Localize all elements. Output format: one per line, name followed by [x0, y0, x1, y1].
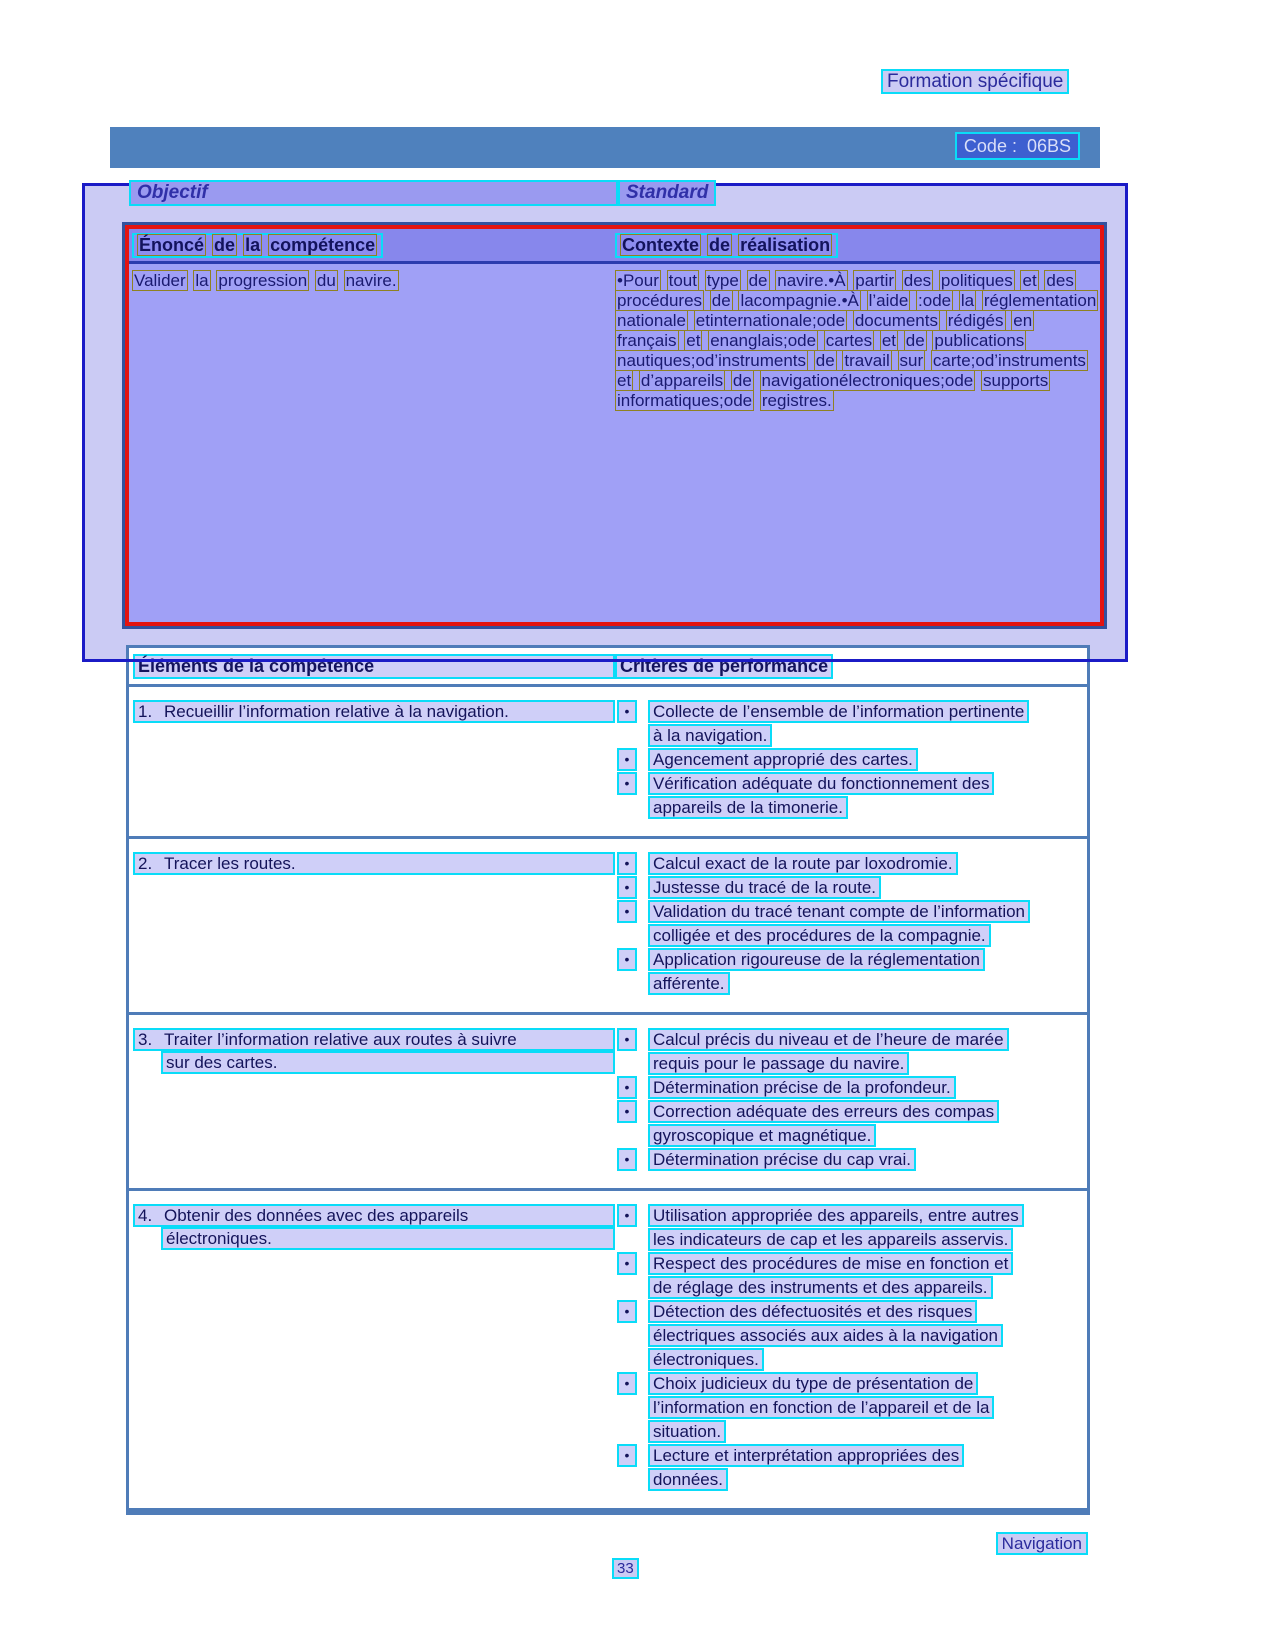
word-box: des: [1046, 271, 1074, 290]
bullet-marker: •: [617, 1444, 637, 1467]
word-box: la: [195, 271, 209, 290]
bullet-marker: •: [617, 1252, 637, 1275]
row-number: 4.: [138, 1206, 153, 1225]
criteres-cell: [615, 1204, 1083, 1492]
text-line-highlight: Collecte de l’ensemble de l’information pertinente: [648, 700, 1029, 723]
word-box: nautiques;od’instruments: [617, 351, 807, 370]
text-line-highlight: Calcul précis du niveau et de l’heure de marée: [648, 1028, 1009, 1051]
word-box: sur: [899, 351, 924, 370]
element-cell: [133, 1204, 615, 1492]
word-box: Énoncé: [139, 235, 205, 255]
row-number: 2.: [138, 854, 153, 873]
table1-header-cell-left: [132, 233, 615, 258]
word-box: d’appareils: [640, 371, 724, 390]
word-box: progression: [218, 271, 308, 290]
word-box: documents: [854, 311, 938, 330]
bullet-line: [615, 724, 1083, 747]
word-box: cartes: [825, 331, 873, 350]
text-line-highlight: [133, 852, 615, 875]
word-box: l’aide: [868, 291, 909, 310]
competence-context-table: [122, 222, 1107, 629]
line-text: Obtenir des données avec des appareils: [164, 1206, 469, 1225]
bullet-line: [615, 1300, 1083, 1323]
table-row: [129, 687, 1087, 839]
bullet-line: [615, 852, 1083, 875]
bullet-marker: •: [617, 1372, 637, 1395]
bullet-line: [615, 748, 1083, 771]
code-badge: Code : 06BS: [955, 132, 1080, 160]
table-row: [129, 1015, 1087, 1191]
word-box: etinternationale;ode: [695, 311, 846, 330]
element-cell: [133, 852, 615, 996]
objectif-heading: Objectif: [129, 180, 618, 206]
word-box: et: [881, 331, 897, 350]
bullet-marker: •: [617, 1028, 637, 1051]
text-line-highlight: [133, 700, 615, 723]
word-box: la: [245, 235, 261, 255]
word-box: informatiques;ode: [617, 391, 753, 410]
word-box: de: [815, 351, 835, 370]
text-line-highlight: Lecture et interprétation appropriées des: [648, 1444, 964, 1467]
table1-cell-enonce: [129, 271, 615, 411]
word-box: partir: [855, 271, 895, 290]
bullet-line: [615, 1100, 1083, 1123]
text-line-highlight: Détection des défectuosités et des risques: [648, 1300, 977, 1323]
word-box: compétence: [270, 235, 376, 255]
bullet-line: [615, 1396, 1083, 1419]
word-box: de: [709, 235, 731, 255]
word-box: réalisation: [740, 235, 831, 255]
bullet-marker: •: [617, 748, 637, 771]
bullet-line: [615, 700, 1083, 723]
objectif-standard-panel: [82, 183, 1128, 662]
elements-header: Éléments de la compétence: [133, 654, 615, 679]
word-box: lacompagnie.•À: [740, 291, 859, 310]
text-line-highlight: de réglage des instruments et des appareils.: [648, 1276, 993, 1299]
red-emphasis-frame: [125, 225, 1104, 626]
word-box: type: [706, 271, 739, 290]
bullet-marker: •: [617, 900, 637, 923]
bullet-line: [615, 1052, 1083, 1075]
bullet-line: [615, 1372, 1083, 1395]
bullet-line: [615, 1148, 1083, 1171]
word-box: procédures: [617, 291, 703, 310]
text-line-highlight: situation.: [648, 1420, 726, 1443]
bullet-marker: •: [617, 1300, 637, 1323]
text-line-highlight: Vérification adéquate du fonctionnement des: [648, 772, 994, 795]
word-box: registres.: [761, 391, 832, 410]
word-box: publications: [934, 331, 1025, 350]
text-line-highlight: Détermination précise du cap vrai.: [648, 1148, 916, 1171]
text-line-highlight: [161, 1227, 615, 1250]
table2-header-row: [129, 648, 1087, 687]
bullet-line: [615, 1028, 1083, 1051]
word-box: tout: [668, 271, 697, 290]
page-number: 33: [612, 1558, 639, 1579]
enonce-header: [132, 233, 383, 258]
text-line-highlight: électroniques.: [648, 1348, 764, 1371]
bullet-line: [615, 948, 1083, 971]
bullet-marker: •: [617, 1204, 637, 1227]
section-heading-row: [129, 180, 716, 206]
bullet-line: [615, 772, 1083, 795]
text-line-highlight: Application rigoureuse de la réglementation: [648, 948, 985, 971]
elements-criteres-table: [126, 645, 1090, 1515]
text-line-highlight: requis pour le passage du navire.: [648, 1052, 909, 1075]
bullet-marker: •: [617, 772, 637, 795]
bullet-line: [615, 1076, 1083, 1099]
word-box: Valider: [134, 271, 186, 290]
word-box: de: [732, 371, 752, 390]
bullet-line: [615, 876, 1083, 899]
bullet-line: [615, 1124, 1083, 1147]
text-line-highlight: Choix judicieux du type de présentation de: [648, 1372, 978, 1395]
bullet-line: [615, 900, 1083, 923]
table2-header-cell-left: [133, 654, 615, 679]
word-box: et: [617, 371, 632, 390]
word-box: du: [316, 271, 336, 290]
bullet-line: [615, 1276, 1083, 1299]
element-cell: [133, 1028, 615, 1172]
word-box: politiques: [940, 271, 1013, 290]
criteres-cell: [615, 852, 1083, 996]
word-box: enanglais;ode: [710, 331, 817, 350]
line-text: Recueillir l’information relative à la navigation.: [164, 702, 509, 721]
panel-bottom-border-line: [82, 659, 1128, 662]
row-number: 1.: [138, 702, 153, 721]
word-box: Contexte: [622, 235, 700, 255]
text-line-highlight: colligée et des procédures de la compagnie.: [648, 924, 991, 947]
word-box: carte;od’instruments: [932, 351, 1086, 370]
text-line-highlight: [133, 1204, 615, 1227]
line-text: sur des cartes.: [166, 1053, 278, 1072]
word-box: des: [903, 271, 932, 290]
bullet-line: [615, 1468, 1083, 1491]
element-cell: [133, 700, 615, 820]
text-line-highlight: l’information en fonction de l’appareil et de la: [648, 1396, 994, 1419]
bullet-line: [615, 1348, 1083, 1371]
word-box: français: [617, 331, 677, 350]
text-line-highlight: les indicateurs de cap et les appareils asservis.: [648, 1228, 1013, 1251]
text-line-highlight: Détermination précise de la profondeur.: [648, 1076, 956, 1099]
word-box: réglementation: [983, 291, 1097, 310]
text-line-highlight: Validation du tracé tenant compte de l’information: [648, 900, 1030, 923]
text-line-highlight: [133, 1028, 615, 1051]
text-line-highlight: Correction adéquate des erreurs des compas: [648, 1100, 999, 1123]
bullet-line: [615, 1252, 1083, 1275]
bullet-line: [615, 796, 1083, 819]
word-box: navigationélectroniques;ode: [761, 371, 974, 390]
bullet-marker: •: [617, 1076, 637, 1099]
bullet-line: [615, 972, 1083, 995]
text-line-highlight: Utilisation appropriée des appareils, entre autres: [648, 1204, 1024, 1227]
bullet-marker: •: [617, 852, 637, 875]
text-line-highlight: appareils de la timonerie.: [648, 796, 848, 819]
table2-header-cell-right: [615, 654, 1083, 679]
text-line-highlight: Agencement approprié des cartes.: [648, 748, 918, 771]
criteres-header: Critères de performance: [615, 654, 833, 679]
table-row: [129, 839, 1087, 1015]
line-text: Tracer les routes.: [164, 854, 296, 873]
word-box: de: [711, 291, 731, 310]
text-line-highlight: [161, 1051, 615, 1074]
word-box: la: [960, 291, 975, 310]
word-box: rédigés: [947, 311, 1004, 330]
criteres-cell: [615, 1028, 1083, 1172]
text-line-highlight: Calcul exact de la route par loxodromie.: [648, 852, 958, 875]
bullet-marker: •: [617, 948, 637, 971]
word-box: de: [748, 271, 768, 290]
word-box: en: [1013, 311, 1033, 330]
bullet-marker: •: [617, 1100, 637, 1123]
text-line-highlight: afférente.: [648, 972, 730, 995]
contexte-header: [615, 233, 838, 258]
table1-body-row: [129, 264, 1100, 411]
text-line-highlight: données.: [648, 1468, 728, 1491]
bullet-marker: •: [617, 1148, 637, 1171]
formation-specifique-label: Formation spécifique: [881, 69, 1069, 94]
bullet-line: [615, 1204, 1083, 1227]
word-box: •Pour: [617, 271, 659, 290]
line-text: électroniques.: [166, 1229, 272, 1248]
table1-cell-contexte: [615, 271, 1100, 411]
bullet-line: [615, 1324, 1083, 1347]
text-line-highlight: électriques associés aux aides à la navigation: [648, 1324, 1003, 1347]
table1-header-row: [129, 229, 1100, 264]
text-line-highlight: à la navigation.: [648, 724, 772, 747]
word-box: de: [905, 331, 925, 350]
bullet-line: [615, 924, 1083, 947]
table-row: [129, 1191, 1087, 1508]
blue-header-bar: [110, 127, 1100, 168]
standard-heading: Standard: [618, 180, 716, 206]
word-box: de: [214, 235, 236, 255]
bullet-marker: •: [617, 876, 637, 899]
criteres-cell: [615, 700, 1083, 820]
row-number: 3.: [138, 1030, 153, 1049]
word-box: navire.: [345, 271, 397, 290]
bullet-marker: •: [617, 700, 637, 723]
footer-section-label: Navigation: [996, 1532, 1088, 1555]
table1-header-cell-right: [615, 233, 1096, 258]
bullet-line: [615, 1228, 1083, 1251]
text-line-highlight: gyroscopique et magnétique.: [648, 1124, 876, 1147]
word-box: :ode: [918, 291, 952, 310]
word-box: et: [1022, 271, 1037, 290]
text-line-highlight: Justesse du tracé de la route.: [648, 876, 881, 899]
word-box: et: [686, 331, 701, 350]
text-line-highlight: Respect des procédures de mise en fonction et: [648, 1252, 1013, 1275]
bullet-line: [615, 1420, 1083, 1443]
bullet-line: [615, 1444, 1083, 1467]
line-text: Traiter l’information relative aux routes à suivre: [164, 1030, 517, 1049]
word-box: navire.•À: [777, 271, 846, 290]
word-box: travail: [844, 351, 890, 370]
word-box: supports: [983, 371, 1049, 390]
word-box: nationale: [617, 311, 687, 330]
